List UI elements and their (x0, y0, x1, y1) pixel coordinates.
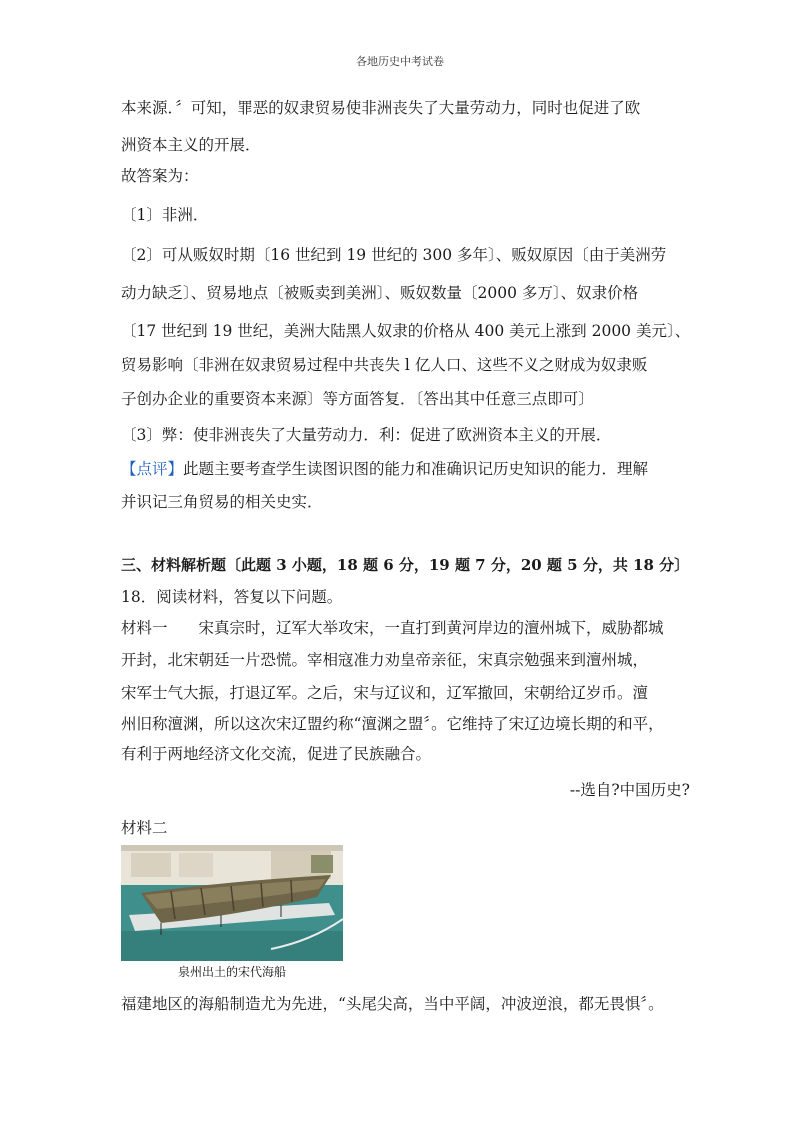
material-1-line: 材料一 宋真宗时，辽军大举攻宋，一直打到黄河岸边的澶州城下，威胁都城 (121, 619, 664, 637)
material-1-line: 宋军士气大振，打退辽军。之后，宋与辽议和，辽军撤回，宋朝给辽岁币。澶 (121, 684, 649, 702)
material-2-label: 材料二 (121, 819, 168, 837)
answer-3: 〔3〕弊：使非洲丧失了大量劳动力．利：促进了欧洲资本主义的开展． (121, 426, 612, 444)
answer-2-line: 〔2〕可从贩奴时期〔16 世纪到 19 世纪的 300 多年〕、贩奴原因〔由于美洲劳 (121, 246, 667, 264)
material-1-line: 州旧称澶渊，所以这次宋辽盟约称“澶渊之盟〞。它维持了宋辽边境长期的和平， (121, 715, 664, 733)
answer-2-line: 贸易影响〔非洲在奴隶贸易过程中共丧失 l 亿人口、这些不义之财成为奴隶贩 (121, 356, 648, 374)
material-2-text: 福建地区的海船制造尤为先进，“头尾尖高，当中平阔，冲波逆浪，都无畏惧〞。 (121, 995, 664, 1013)
comment-text: 此题主要考查学生读图识图的能力和准确识记历史知识的能力．理解 (183, 460, 649, 478)
answer-1: 〔1〕非洲． (121, 206, 209, 224)
paragraph-line: 洲资本主义的开展． (121, 136, 261, 154)
answer-2-line: 〔17 世纪到 19 世纪，美洲大陆黑人奴隶的价格从 400 美元上涨到 2000 美元〕、 (121, 322, 691, 340)
paragraph-line: 本来源．〞可知，罪恶的奴隶贸易使非洲丧失了大量劳动力，同时也促进了欧 (121, 99, 641, 117)
answer-2-line: 子创办企业的重要资本来源〕等方面答复．〔答出其中任意三点即可〕 (121, 390, 594, 408)
photo-caption: 泉州出土的宋代海船 (121, 961, 343, 983)
question-18: 18．阅读材料，答复以下问题。 (121, 588, 343, 606)
comment-tag: 【点评】 (121, 460, 184, 478)
material-1-line: 开封，北宋朝廷一片恐慌。宰相寇准力劝皇帝亲征，宋真宗勉强来到澶州城， (121, 651, 649, 669)
section-heading: 三、材料解析题〔此题 3 小题，18 题 6 分，19 题 7 分，20 题 5 分，共 18 分〕 (121, 556, 690, 574)
page-header: 各地历史中考试卷 (356, 55, 444, 68)
answer-intro: 故答案为： (121, 167, 199, 185)
comment-line (121, 459, 648, 479)
ship-illustration (121, 845, 343, 961)
answer-2-line: 动力缺乏〕、贸易地点〔被贩卖到美洲〕、贩奴数量〔2000 多万〕、奴隶价格 (121, 284, 639, 302)
material-1-line: 有利于两地经济文化交流，促进了民族融合。 (121, 745, 432, 763)
comment-line: 并识记三角贸易的相关史实． (121, 493, 323, 511)
song-ship-photo (121, 845, 343, 983)
material-1-source: --选自?中国历史? (569, 781, 690, 799)
